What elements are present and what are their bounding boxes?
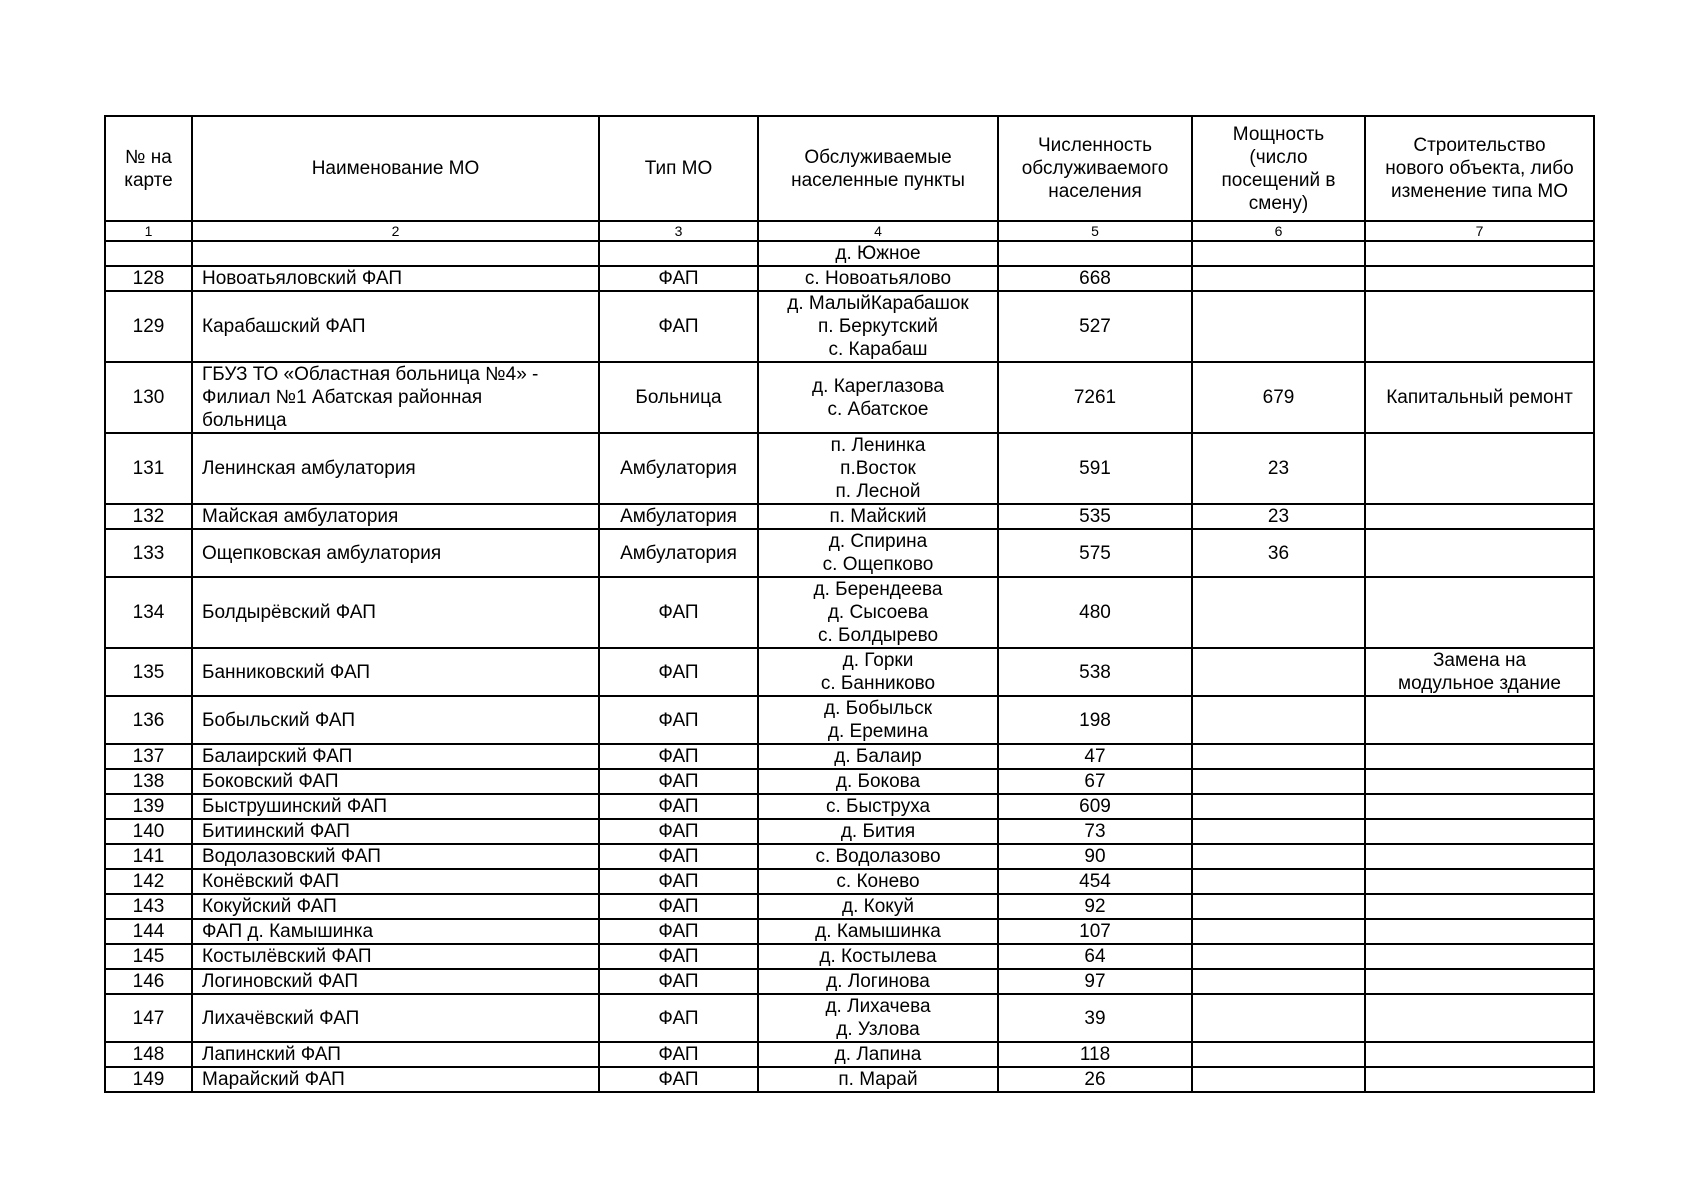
table-row <box>105 894 1594 919</box>
cell-mo-type: ФАП <box>599 1067 758 1092</box>
cell-mo-name: Банниковский ФАП <box>192 648 599 696</box>
table-row <box>105 362 1594 433</box>
column-number: 1 <box>105 221 192 241</box>
cell-population: 73 <box>998 819 1192 844</box>
cell-mo-name: Майская амбулатория <box>192 504 599 529</box>
cell-population <box>998 241 1192 266</box>
table-row <box>105 769 1594 794</box>
cell-settlements: д. Камышинка <box>758 919 998 944</box>
cell-construction <box>1365 1067 1594 1092</box>
cell-map-number: 135 <box>105 648 192 696</box>
cell-mo-name: Конёвский ФАП <box>192 869 599 894</box>
cell-settlements: д. Спирина с. Ощепково <box>758 529 998 577</box>
cell-map-number: 141 <box>105 844 192 869</box>
cell-population: 198 <box>998 696 1192 744</box>
cell-population: 92 <box>998 894 1192 919</box>
cell-capacity <box>1192 241 1365 266</box>
header-mo-type: Тип МО <box>599 116 758 221</box>
cell-construction <box>1365 577 1594 648</box>
header-capacity: Мощность (число посещений в смену) <box>1192 116 1365 221</box>
cell-mo-name: Новоатьяловский ФАП <box>192 266 599 291</box>
cell-settlements: д. МалыйКарабашок п. Беркутский с. Карабаш <box>758 291 998 362</box>
cell-population: 47 <box>998 744 1192 769</box>
cell-population: 609 <box>998 794 1192 819</box>
table-row <box>105 504 1594 529</box>
cell-mo-name: Водолазовский ФАП <box>192 844 599 869</box>
cell-settlements: д. Бобыльск д. Еремина <box>758 696 998 744</box>
cell-settlements: д. Бития <box>758 819 998 844</box>
cell-population: 118 <box>998 1042 1192 1067</box>
cell-capacity <box>1192 769 1365 794</box>
cell-map-number: 140 <box>105 819 192 844</box>
cell-mo-name: Логиновский ФАП <box>192 969 599 994</box>
cell-mo-type: ФАП <box>599 577 758 648</box>
table-row <box>105 944 1594 969</box>
cell-mo-name: Ощепковская амбулатория <box>192 529 599 577</box>
table-row <box>105 744 1594 769</box>
cell-mo-type: ФАП <box>599 844 758 869</box>
cell-settlements: д. Лихачева д. Узлова <box>758 994 998 1042</box>
cell-capacity <box>1192 696 1365 744</box>
cell-capacity <box>1192 944 1365 969</box>
cell-population: 575 <box>998 529 1192 577</box>
cell-mo-type: ФАП <box>599 1042 758 1067</box>
table-row <box>105 969 1594 994</box>
cell-mo-name: Балаирский ФАП <box>192 744 599 769</box>
table-row <box>105 433 1594 504</box>
cell-mo-type: ФАП <box>599 794 758 819</box>
cell-mo-name: Быструшинский ФАП <box>192 794 599 819</box>
cell-capacity <box>1192 869 1365 894</box>
table-body <box>105 241 1594 1092</box>
cell-settlements: п. Ленинка п.Восток п. Лесной <box>758 433 998 504</box>
cell-map-number: 129 <box>105 291 192 362</box>
cell-capacity <box>1192 844 1365 869</box>
table-row <box>105 577 1594 648</box>
cell-population: 591 <box>998 433 1192 504</box>
column-number-row <box>105 221 1594 241</box>
table-row <box>105 266 1594 291</box>
cell-population: 90 <box>998 844 1192 869</box>
cell-capacity <box>1192 266 1365 291</box>
cell-construction <box>1365 819 1594 844</box>
header-population: Численность обслуживаемого населения <box>998 116 1192 221</box>
cell-construction <box>1365 944 1594 969</box>
cell-map-number: 133 <box>105 529 192 577</box>
cell-capacity <box>1192 819 1365 844</box>
cell-map-number: 138 <box>105 769 192 794</box>
cell-mo-type <box>599 241 758 266</box>
cell-map-number: 146 <box>105 969 192 994</box>
cell-settlements: с. Быструха <box>758 794 998 819</box>
cell-mo-name: Карабашский ФАП <box>192 291 599 362</box>
cell-mo-type: ФАП <box>599 266 758 291</box>
cell-capacity: 36 <box>1192 529 1365 577</box>
cell-map-number: 132 <box>105 504 192 529</box>
cell-mo-type: ФАП <box>599 648 758 696</box>
table-row <box>105 994 1594 1042</box>
cell-mo-type: ФАП <box>599 994 758 1042</box>
cell-population: 39 <box>998 994 1192 1042</box>
table-row <box>105 919 1594 944</box>
cell-capacity <box>1192 894 1365 919</box>
cell-map-number: 139 <box>105 794 192 819</box>
header-mo-name: Наименование МО <box>192 116 599 221</box>
cell-mo-type: Амбулатория <box>599 504 758 529</box>
cell-map-number: 136 <box>105 696 192 744</box>
cell-mo-type: ФАП <box>599 819 758 844</box>
table-row <box>105 794 1594 819</box>
cell-map-number: 131 <box>105 433 192 504</box>
cell-settlements: д. Бокова <box>758 769 998 794</box>
cell-mo-name: Бобыльский ФАП <box>192 696 599 744</box>
cell-settlements: д. Балаир <box>758 744 998 769</box>
cell-mo-type: ФАП <box>599 696 758 744</box>
cell-population: 527 <box>998 291 1192 362</box>
column-number: 5 <box>998 221 1192 241</box>
cell-mo-type: ФАП <box>599 944 758 969</box>
cell-mo-name: Лапинский ФАП <box>192 1042 599 1067</box>
cell-mo-name: Костылёвский ФАП <box>192 944 599 969</box>
cell-construction <box>1365 433 1594 504</box>
cell-map-number: 144 <box>105 919 192 944</box>
cell-capacity <box>1192 919 1365 944</box>
cell-mo-type: ФАП <box>599 291 758 362</box>
cell-capacity <box>1192 994 1365 1042</box>
cell-mo-type: ФАП <box>599 969 758 994</box>
header-construction: Строительство нового объекта, либо изменение типа МО <box>1365 116 1594 221</box>
table-row <box>105 869 1594 894</box>
cell-mo-type: ФАП <box>599 769 758 794</box>
table-row <box>105 648 1594 696</box>
cell-mo-type: ФАП <box>599 744 758 769</box>
cell-construction <box>1365 969 1594 994</box>
cell-population: 26 <box>998 1067 1192 1092</box>
cell-mo-name: Кокуйский ФАП <box>192 894 599 919</box>
cell-construction <box>1365 529 1594 577</box>
cell-map-number: 128 <box>105 266 192 291</box>
cell-mo-name: Боковский ФАП <box>192 769 599 794</box>
cell-settlements: п. Майский <box>758 504 998 529</box>
cell-construction <box>1365 769 1594 794</box>
cell-mo-name: ФАП д. Камышинка <box>192 919 599 944</box>
cell-settlements: д. Костылева <box>758 944 998 969</box>
cell-construction <box>1365 1042 1594 1067</box>
cell-settlements: с. Конево <box>758 869 998 894</box>
cell-settlements: д. Логинова <box>758 969 998 994</box>
table-row <box>105 1067 1594 1092</box>
cell-construction: Капитальный ремонт <box>1365 362 1594 433</box>
header-map-number: № на карте <box>105 116 192 221</box>
cell-capacity: 23 <box>1192 504 1365 529</box>
cell-construction <box>1365 994 1594 1042</box>
table-row <box>105 819 1594 844</box>
cell-construction <box>1365 266 1594 291</box>
cell-settlements: д. Южное <box>758 241 998 266</box>
cell-construction <box>1365 504 1594 529</box>
cell-capacity <box>1192 969 1365 994</box>
cell-construction: Замена на модульное здание <box>1365 648 1594 696</box>
cell-settlements: п. Марай <box>758 1067 998 1092</box>
cell-mo-name: Битиинский ФАП <box>192 819 599 844</box>
cell-map-number: 145 <box>105 944 192 969</box>
cell-capacity <box>1192 648 1365 696</box>
cell-map-number: 142 <box>105 869 192 894</box>
cell-settlements: с. Новоатьялово <box>758 266 998 291</box>
cell-mo-type: Больница <box>599 362 758 433</box>
cell-population: 107 <box>998 919 1192 944</box>
cell-mo-type: ФАП <box>599 869 758 894</box>
cell-settlements: д. Кокуй <box>758 894 998 919</box>
cell-mo-name: ГБУЗ ТО «Областная больница №4» - Филиал №1 Абатская районная больница <box>192 362 599 433</box>
medical-organizations-table <box>104 115 1595 1093</box>
cell-mo-type: Амбулатория <box>599 433 758 504</box>
column-number: 6 <box>1192 221 1365 241</box>
cell-population: 64 <box>998 944 1192 969</box>
cell-mo-type: ФАП <box>599 894 758 919</box>
cell-construction <box>1365 696 1594 744</box>
cell-mo-name: Болдырёвский ФАП <box>192 577 599 648</box>
cell-mo-name: Лихачёвский ФАП <box>192 994 599 1042</box>
cell-population: 538 <box>998 648 1192 696</box>
cell-settlements: с. Водолазово <box>758 844 998 869</box>
cell-settlements: д. Лапина <box>758 1042 998 1067</box>
table-row <box>105 241 1594 266</box>
cell-population: 535 <box>998 504 1192 529</box>
cell-capacity <box>1192 744 1365 769</box>
cell-capacity <box>1192 794 1365 819</box>
table-row <box>105 291 1594 362</box>
cell-map-number: 147 <box>105 994 192 1042</box>
table-row <box>105 696 1594 744</box>
cell-settlements: д. Горки с. Банниково <box>758 648 998 696</box>
cell-construction <box>1365 744 1594 769</box>
cell-population: 7261 <box>998 362 1192 433</box>
cell-construction <box>1365 844 1594 869</box>
cell-map-number: 143 <box>105 894 192 919</box>
cell-population: 480 <box>998 577 1192 648</box>
cell-capacity: 23 <box>1192 433 1365 504</box>
cell-mo-name: Ленинская амбулатория <box>192 433 599 504</box>
cell-population: 67 <box>998 769 1192 794</box>
cell-capacity <box>1192 1067 1365 1092</box>
cell-construction <box>1365 919 1594 944</box>
cell-settlements: д. Кареглазова с. Абатское <box>758 362 998 433</box>
cell-construction <box>1365 241 1594 266</box>
cell-construction <box>1365 291 1594 362</box>
cell-map-number: 130 <box>105 362 192 433</box>
column-number: 2 <box>192 221 599 241</box>
cell-population: 97 <box>998 969 1192 994</box>
table-row <box>105 1042 1594 1067</box>
cell-map-number: 148 <box>105 1042 192 1067</box>
cell-map-number <box>105 241 192 266</box>
column-number: 4 <box>758 221 998 241</box>
cell-capacity <box>1192 577 1365 648</box>
cell-construction <box>1365 794 1594 819</box>
cell-construction <box>1365 869 1594 894</box>
cell-settlements: д. Берендеева д. Сысоева с. Болдырево <box>758 577 998 648</box>
cell-capacity <box>1192 1042 1365 1067</box>
cell-mo-type: Амбулатория <box>599 529 758 577</box>
cell-map-number: 137 <box>105 744 192 769</box>
table-row <box>105 844 1594 869</box>
cell-capacity <box>1192 291 1365 362</box>
header-settlements: Обслуживаемые населенные пункты <box>758 116 998 221</box>
cell-population: 668 <box>998 266 1192 291</box>
cell-map-number: 134 <box>105 577 192 648</box>
table-row <box>105 529 1594 577</box>
cell-map-number: 149 <box>105 1067 192 1092</box>
cell-capacity: 679 <box>1192 362 1365 433</box>
column-number: 7 <box>1365 221 1594 241</box>
cell-mo-type: ФАП <box>599 919 758 944</box>
cell-mo-name: Марайский ФАП <box>192 1067 599 1092</box>
cell-mo-name <box>192 241 599 266</box>
header-row <box>105 116 1594 221</box>
cell-population: 454 <box>998 869 1192 894</box>
column-number: 3 <box>599 221 758 241</box>
cell-construction <box>1365 894 1594 919</box>
